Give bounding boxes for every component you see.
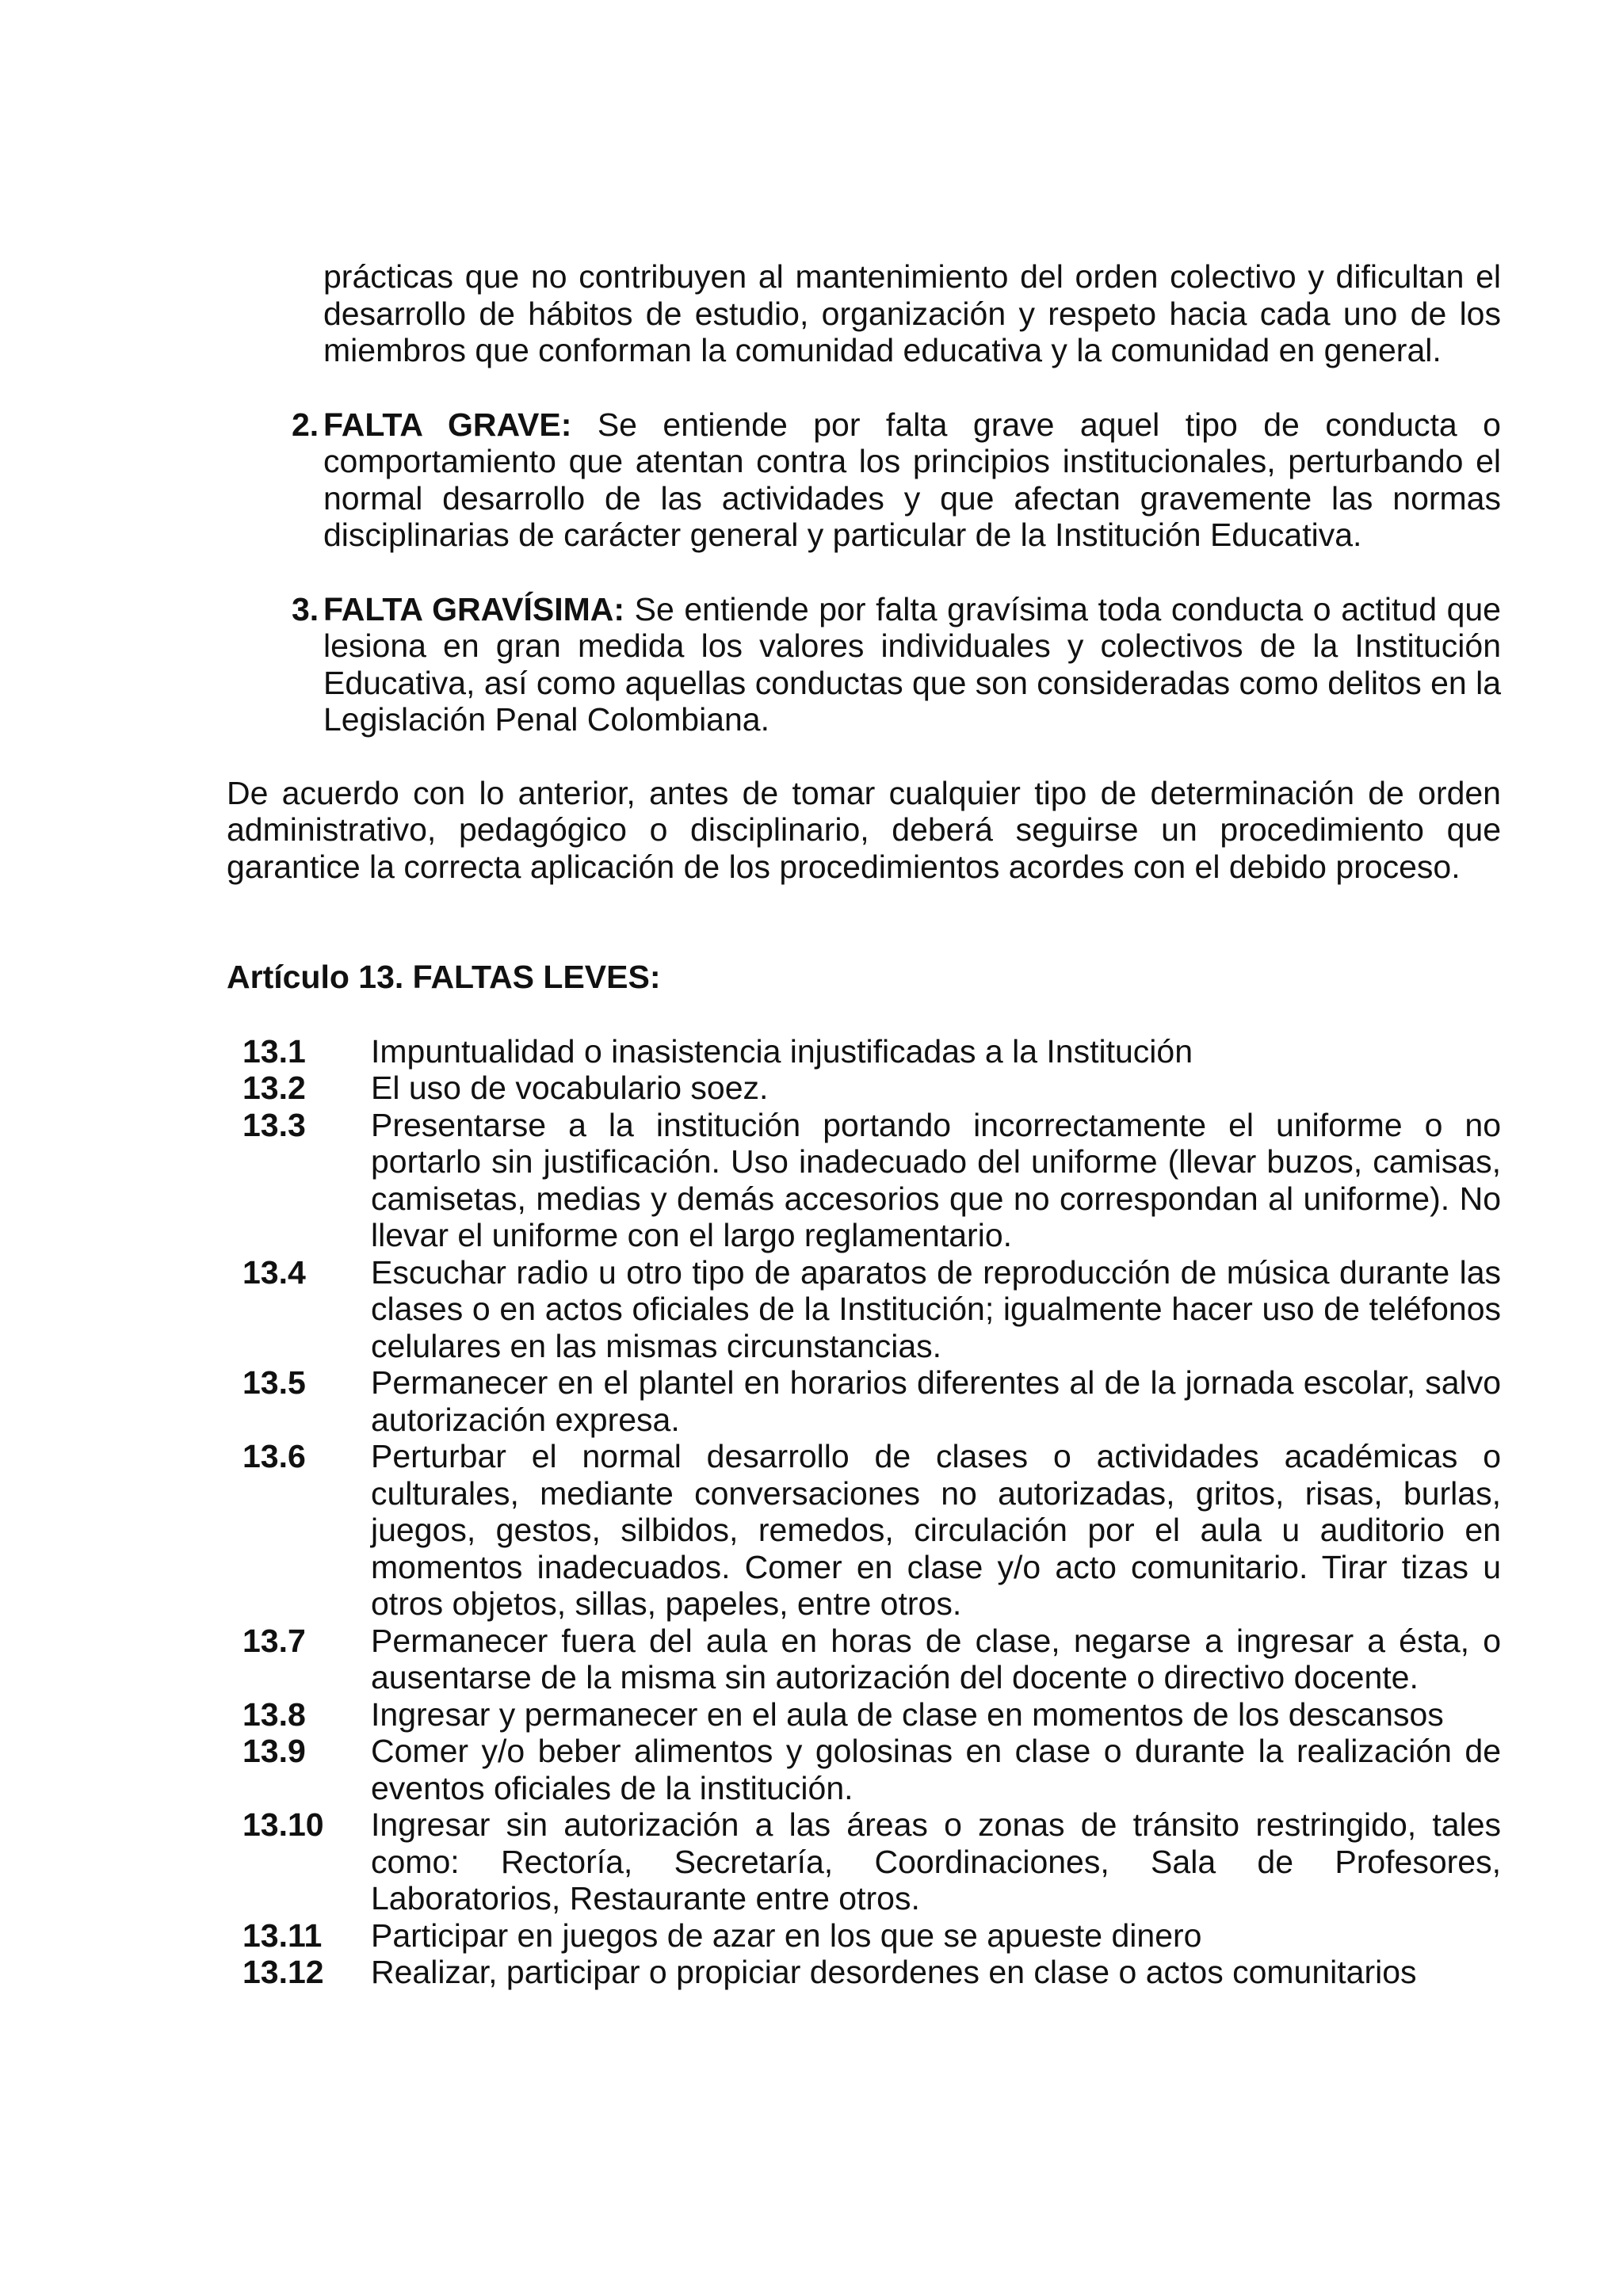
item-code: 13.5 (242, 1364, 306, 1401)
item-code: 13.1 (242, 1032, 306, 1070)
item-code: 13.9 (242, 1733, 306, 1769)
item-term: FALTA GRAVÍSIMA: (323, 590, 625, 627)
numbered-item-falta-grave (227, 406, 1501, 554)
item-code: 13.3 (242, 1106, 306, 1143)
list-item (227, 1438, 1501, 1623)
item-number: 3. (292, 590, 319, 627)
item-text: Impuntualidad o inasistencia injustificadas a la Institución (371, 1032, 1193, 1070)
list-item (227, 1364, 1501, 1438)
list-item (227, 1806, 1501, 1917)
item-code: 13.10 (242, 1806, 324, 1843)
item-text: El uso de vocabulario soez. (371, 1070, 769, 1106)
list-item (227, 1696, 1501, 1733)
item-text: Se entiende por falta gravísima toda conducta o actitud que lesiona en gran medida los valores individuales y colectivos de la Institución Educativa, así como aquellas conductas que son consideradas como delitos en la Legislación Penal Colombiana. (323, 590, 1502, 738)
item-text: Comer y/o beber alimentos y golosinas en clase o durante la realización de eventos oficiales de la institución. (371, 1733, 1501, 1806)
item-text: Presentarse a la institución portando incorrectamente el uniforme o no portarlo sin justificación. Uso inadecuado del uniforme (llevar buzos, camisas, camisetas, medias y demás accesorios que no correspondan al uniforme). No llevar el uniforme con el largo reglamentario. (371, 1106, 1501, 1253)
item-term: FALTA GRAVE: (323, 406, 572, 443)
article-heading: Artículo 13. FALTAS LEVES: (227, 959, 661, 995)
list-item (227, 1070, 1501, 1107)
item-code: 13.12 (242, 1954, 324, 1990)
body-paragraph: De acuerdo con lo anterior, antes de tomar cualquier tipo de determinación de orden administrativo, pedagógico o disciplinario, deberá seguirse un procedimiento que garantice la correcta aplicación de los procedimientos acordes con el debido proceso. (227, 774, 1501, 885)
list-item (227, 1733, 1501, 1806)
item-text: Ingresar sin autorización a las áreas o zonas de tránsito restringido, tales como: Rectoría, Secretaría, Coordinaciones, Sala de Profesores, Laboratorios, Restaurante entre otros. (371, 1806, 1501, 1917)
item-text: Permanecer en el plantel en horarios diferentes al de la jornada escolar, salvo autorización expresa. (371, 1364, 1501, 1438)
numbered-item-falta-gravisima (227, 591, 1501, 738)
list-item (227, 1107, 1501, 1254)
article-item-list (227, 1033, 1501, 1991)
item-text: Participar en juegos de azar en los que se apueste dinero (371, 1917, 1202, 1954)
list-item (227, 1033, 1501, 1070)
list-item (227, 1254, 1501, 1365)
item-code: 13.8 (242, 1695, 306, 1733)
item-text: Permanecer fuera del aula en horas de clase, negarse a ingresar a ésta, o ausentarse de la misma sin autorización del docente o directivo docente. (371, 1622, 1501, 1695)
item-code: 13.11 (242, 1917, 323, 1954)
item-text: Realizar, participar o propiciar desordenes en clase o actos comunitarios (371, 1954, 1417, 1990)
list-item (227, 1917, 1501, 1955)
list-item (227, 1623, 1501, 1696)
item-code: 13.6 (242, 1438, 306, 1474)
item-text: Se entiende por falta grave aquel tipo de conducta o comportamiento que atentan contra los principios institucionales, perturbando el normal desarrollo de las actividades y que afectan gravemente las normas disciplinarias de carácter general y particular de la Institución Educativa. (323, 406, 1501, 553)
item-code: 13.4 (242, 1253, 306, 1291)
item-code: 13.7 (242, 1622, 306, 1659)
item-text: Perturbar el normal desarrollo de clases o actividades académicas o culturales, mediante conversaciones no autorizadas, gritos, risas, burlas, juegos, gestos, silbidos, remedos, circulación por el aula u auditorio en momentos inadecuados. Comer en clase y/o acto comunitario. Tirar tizas u otros objetos, sillas, papeles, entre otros. (371, 1438, 1501, 1622)
list-item (227, 1954, 1501, 1991)
item-text: Escuchar radio u otro tipo de aparatos de reproducción de música durante las clases o en actos oficiales de la Institución; igualmente hacer uso de teléfonos celulares en las mismas circunstancias. (371, 1253, 1501, 1364)
item-number: 2. (292, 406, 319, 443)
document-page (227, 258, 1501, 1991)
intro-continuation: prácticas que no contribuyen al mantenimiento del orden colectivo y dificultan el desarrollo de hábitos de estudio, organización y respeto hacia cada uno de los miembros que conforman la comunidad educativa y la comunidad en general. (323, 258, 1501, 368)
item-text: Ingresar y permanecer en el aula de clase en momentos de los descansos (371, 1695, 1444, 1733)
item-code: 13.2 (242, 1070, 306, 1106)
